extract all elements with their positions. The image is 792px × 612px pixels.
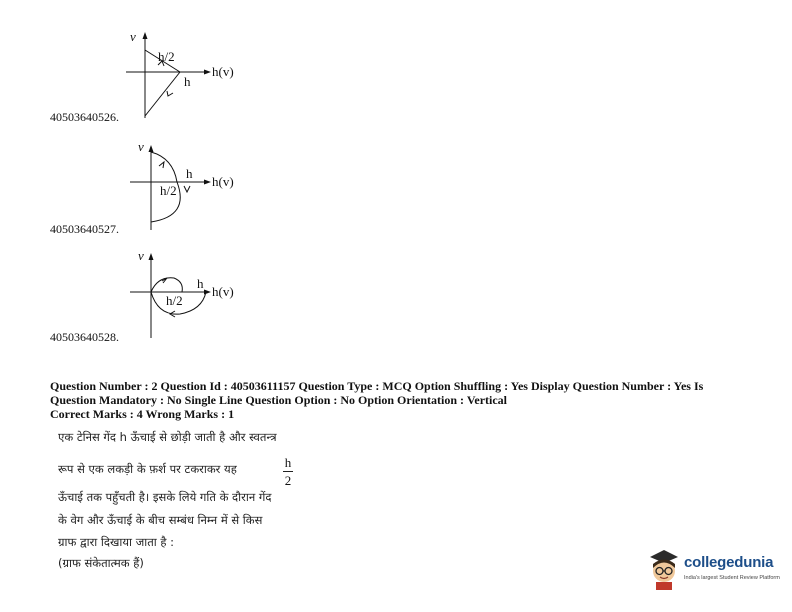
meta-line-1: Question Number : 2 Question Id : 40503611157 Question Type : MCQ Option Shuffling : Yes Display Question Number : Yes Is: [50, 379, 704, 393]
question-line-4: के वेग और ऊँचाई के बीच सम्बंध निम्न में से किस: [58, 513, 263, 527]
v-axis-label: v: [138, 139, 144, 154]
h-axis-label: h(v): [212, 174, 234, 189]
question-line-2: रूप से एक लकड़ी के फ़र्श पर टकराकर यह: [58, 462, 237, 476]
question-line-6: (ग्राफ संकेतात्मक हैं): [58, 556, 144, 570]
option-graph-2: [118, 140, 258, 250]
student-mascot-icon: [646, 547, 682, 591]
height-label: h: [184, 74, 191, 89]
meta-line-2: Question Mandatory : No Single Line Question Option : No Option Orientation : Vertical: [50, 393, 508, 407]
fraction-h-over-2: [283, 456, 293, 487]
option-graph-1: [118, 30, 258, 140]
height-label: h: [197, 276, 204, 291]
h-axis-label: h(v): [212, 284, 234, 299]
logo-tagline: India's largest Student Review Platform: [684, 575, 780, 581]
question-line-1: एक टेनिस गेंद h ऊँचाई से छोड़ी जाती है और स्वतन्त्र: [58, 430, 277, 444]
half-height-label: h/2: [160, 183, 177, 198]
logo-name: collegedunia: [684, 554, 774, 571]
option-id-2: 40503640527.: [50, 222, 119, 236]
meta-line-3: Correct Marks : 4 Wrong Marks : 1: [50, 407, 235, 421]
fraction-denominator: 2: [284, 473, 292, 488]
v-axis-label: v: [130, 29, 136, 44]
option-graph-3: [118, 250, 258, 360]
question-line-3: ऊँचाई तक पहुँचती है। इसके लिये गति के दौरान गेंद: [58, 490, 272, 504]
question-meta: [50, 379, 730, 421]
height-label: h: [186, 166, 193, 181]
option-id-3: 40503640528.: [50, 330, 119, 344]
collegedunia-logo: [646, 547, 780, 591]
v-axis-label: v: [138, 248, 144, 263]
fraction-numerator: h: [284, 455, 292, 470]
half-height-label: h/2: [166, 293, 183, 308]
h-axis-label: h(v): [212, 64, 234, 79]
half-height-label: h/2: [158, 49, 175, 64]
question-line-5: ग्राफ द्वारा दिखाया जाता है :: [58, 535, 175, 549]
option-id-1: 40503640526.: [50, 110, 119, 124]
